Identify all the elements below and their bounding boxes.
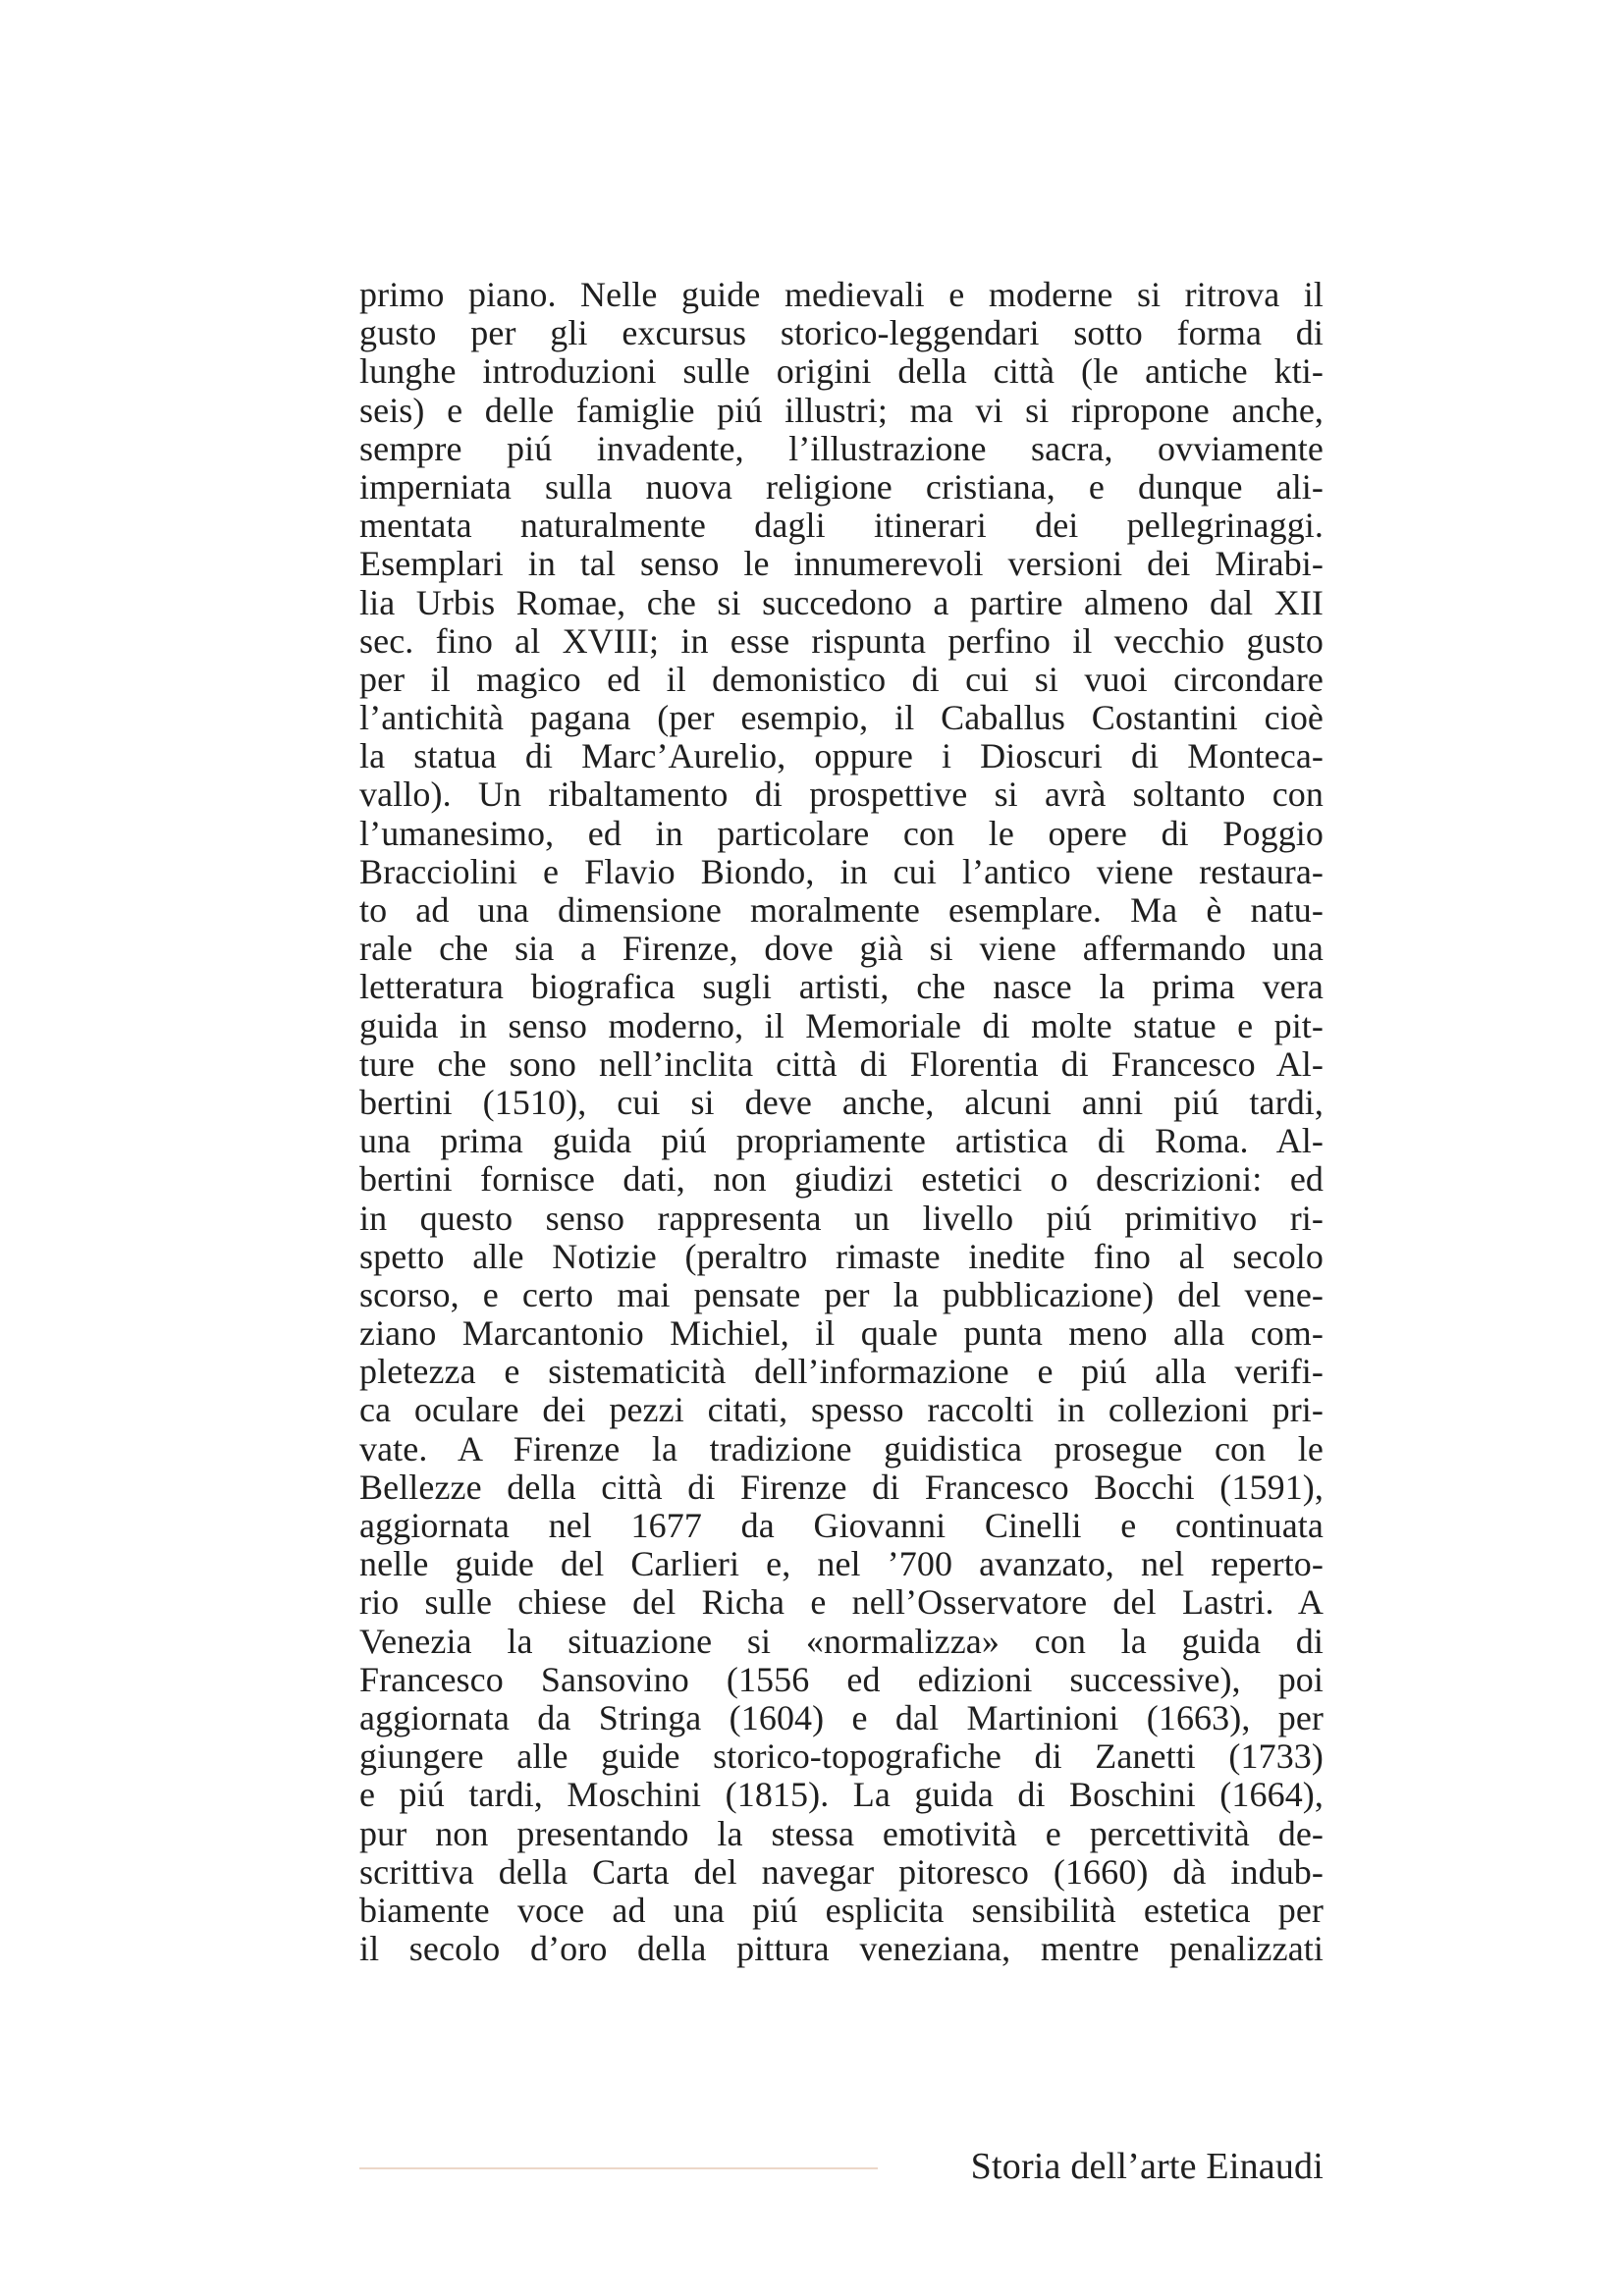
text-line: l’umanesimo, ed in particolare con le opere di Poggio [359,813,1324,853]
text-line: una prima guida piú propriamente artistica di Roma. Al- [359,1121,1324,1161]
text-line: l’antichità pagana (per esempio, il Caballus Costantini cioè [359,698,1324,738]
text-line: seis) e delle famiglie piú illustri; ma vi si ripropone anche, [359,390,1324,430]
body-text [359,276,1324,1968]
text-line: sec. fino al XVIII; in esse rispunta perfino il vecchio gusto [359,620,1324,661]
text-line: biamente voce ad una piú esplicita sensibilità estetica per [359,1890,1324,1930]
text-line: Venezia la situazione si «normalizza» con la guida di [359,1621,1324,1661]
text-line: spetto alle Notizie (peraltro rimaste inedite fino al secolo [359,1236,1324,1276]
text-line: pur non presentando la stessa emotività e percettività de- [359,1813,1324,1853]
text-line: nelle guide del Carlieri e, nel ’700 avanzato, nel reperto- [359,1544,1324,1584]
text-line: lunghe introduzioni sulle origini della città (le antiche kti- [359,351,1324,392]
text-line: gusto per gli excursus storico-leggendari sotto forma di [359,313,1324,353]
text-line: to ad una dimensione moralmente esemplare. Ma è natu- [359,890,1324,930]
text-line: Bellezze della città di Firenze di Francesco Bocchi (1591), [359,1467,1324,1507]
text-line: il secolo d’oro della pittura veneziana, mentre penalizzati [359,1929,1324,1969]
text-line: scrittiva della Carta del navegar pitoresco (1660) dà indub- [359,1851,1324,1892]
text-line: aggiornata nel 1677 da Giovanni Cinelli e continuata [359,1506,1324,1545]
text-line: mentata naturalmente dagli itinerari dei pellegrinaggi. [359,506,1324,546]
text-line: vallo). Un ribaltamento di prospettive si avrà soltanto con [359,774,1324,815]
text-line: per il magico ed il demonistico di cui si vuoi circondare [359,659,1324,699]
text-line: Francesco Sansovino (1556 ed edizioni successive), poi [359,1659,1324,1699]
text-line: pletezza e sistematicità dell’informazione e piú alla verifi- [359,1352,1324,1392]
text-line: ziano Marcantonio Michiel, il quale punta meno alla com- [359,1313,1324,1354]
text-line: vate. A Firenze la tradizione guidistica prosegue con le [359,1428,1324,1468]
text-line: ca oculare dei pezzi citati, spesso raccolti in collezioni pri- [359,1390,1324,1430]
text-line: scorso, e certo mai pensate per la pubblicazione) del vene- [359,1274,1324,1314]
text-line: aggiornata da Stringa (1604) e dal Martinioni (1663), per [359,1697,1324,1737]
footer-title: Storia dell’arte Einaudi [970,2146,1324,2187]
text-line: bertini fornisce dati, non giudizi estetici o descrizioni: ed [359,1159,1324,1200]
text-line: Esemplari in tal senso le innumerevoli versioni dei Mirabi- [359,544,1324,584]
text-line: guida in senso moderno, il Memoriale di molte statue e pit- [359,1005,1324,1045]
footer-divider [359,2167,878,2169]
text-line: lia Urbis Romae, che si succedono a partire almeno dal XII [359,582,1324,622]
text-line: rio sulle chiese del Richa e nell’Osservatore del Lastri. A [359,1582,1324,1623]
text-line: in questo senso rappresenta un livello piú primitivo ri- [359,1198,1324,1238]
text-line: letteratura biografica sugli artisti, che nasce la prima vera [359,967,1324,1007]
text-line: rale che sia a Firenze, dove già si viene affermando una [359,929,1324,969]
text-line: la statua di Marc’Aurelio, oppure i Dioscuri di Monteca- [359,736,1324,776]
text-line: bertini (1510), cui si deve anche, alcuni anni piú tardi, [359,1082,1324,1122]
text-line: sempre piú invadente, l’illustrazione sacra, ovviamente [359,428,1324,468]
text-line: imperniata sulla nuova religione cristiana, e dunque ali- [359,466,1324,507]
text-line: giungere alle guide storico-topografiche di Zanetti (1733) [359,1736,1324,1777]
text-line: Bracciolini e Flavio Biondo, in cui l’antico viene restaura- [359,851,1324,891]
text-line: primo piano. Nelle guide medievali e moderne si ritrova il [359,275,1324,314]
text-line: e piú tardi, Moschini (1815). La guida di Boschini (1664), [359,1775,1324,1815]
text-line: ture che sono nell’inclita città di Florentia di Francesco Al- [359,1043,1324,1084]
page-footer [359,2142,1324,2191]
